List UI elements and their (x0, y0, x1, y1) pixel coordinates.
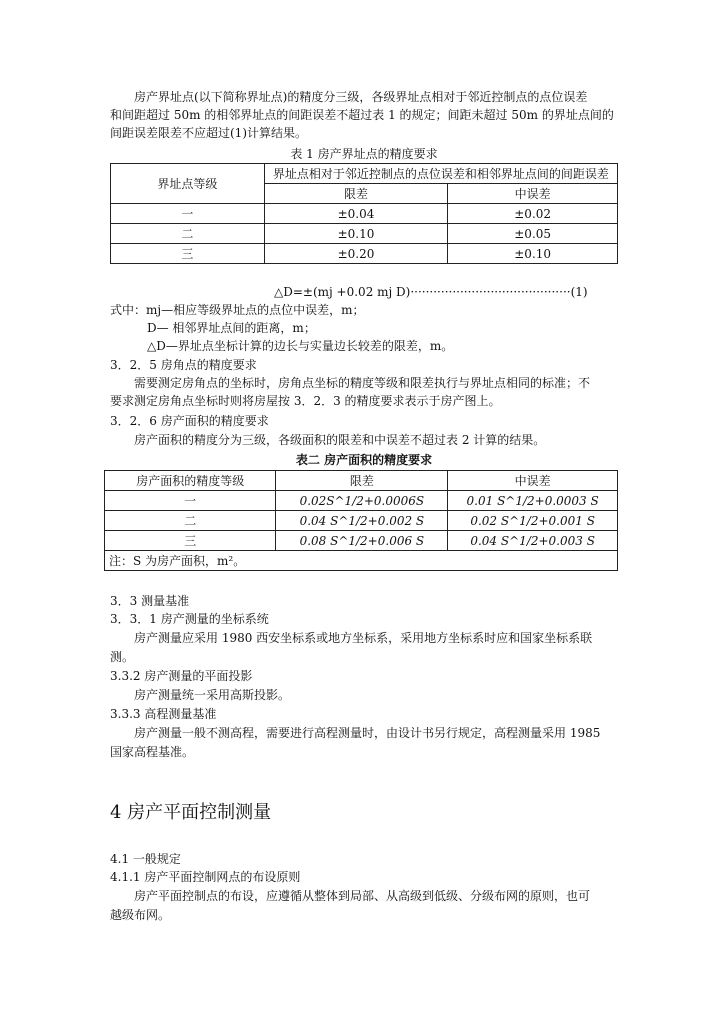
where-line-1: 式中：mj—相应等级界址点的点位中误差，m； (110, 303, 365, 317)
intro-line-2: 和间距超过 50m 的相邻界址点的间距误差不超过表 1 的规定；间距未超过 50m 的界址点间的 (110, 108, 614, 122)
section-3-3-3-line-2: 国家高程基准。 (110, 745, 195, 759)
table1-cell: ±0.10 (448, 244, 618, 264)
intro-line-1: 房产界址点(以下简称界址点)的精度分三级，各级界址点相对于邻近控制点的点位误差 (134, 90, 588, 104)
table1-cell: ±0.02 (448, 204, 618, 224)
where-line-2: D— 相邻界址点间的距离，m； (147, 321, 316, 335)
table1 (110, 163, 618, 264)
table1-header-group: 界址点相对于邻近控制点的点位误差和相邻界址点间的间距误差 (264, 164, 617, 184)
formula: △D=±(mj +0.02 mj D)··········································(1) (274, 285, 588, 299)
table1-cell: ±0.04 (264, 204, 448, 224)
section-3-2-5-line-2: 要求测定房角点坐标时则将房屋按 3．2．3 的精度要求表示于房产图上。 (110, 394, 501, 408)
section-3-3-1-line-2: 测。 (110, 650, 135, 664)
table2-cell: 0.02 S^1/2+0.001 S (448, 511, 618, 531)
section-3-3-3-heading: 3.3.3 高程测量基准 (110, 707, 217, 721)
section-3-3-1-heading: 3．3．1 房产测量的坐标系统 (110, 612, 269, 626)
table2-cell: 0.04 S^1/2+0.002 S (276, 511, 448, 531)
section-3-2-5-heading: 3．2．5 房角点的精度要求 (110, 358, 257, 372)
table2-cell: 0.04 S^1/2+0.003 S (448, 531, 618, 551)
table-row (105, 531, 618, 551)
section-3-3-2-line: 房产测量统一采用高斯投影。 (134, 688, 291, 702)
table1-cell: ±0.10 (264, 224, 448, 244)
table2-cell: 三 (105, 531, 276, 551)
table1-cell: ±0.20 (264, 244, 448, 264)
section-4-1-1-heading: 4.1.1 房产平面控制网点的布设原则 (110, 870, 301, 884)
section-3-3-3-line-1: 房产测量一般不测高程，需要进行高程测量时，由设计书另行规定，高程测量采用 1985 (134, 726, 601, 740)
section-4-1-1-line-2: 越级布网。 (110, 908, 171, 922)
table2 (104, 470, 618, 571)
table2-header-mse: 中误差 (448, 471, 618, 491)
table2-note: 注：S 为房产面积，m²。 (105, 551, 618, 571)
table2-caption: 表二 房产面积的精度要求 (295, 453, 433, 467)
table2-cell: 0.02S^1/2+0.0006S (276, 491, 448, 511)
intro-line-3: 间距误差限差不应超过(1)计算结果。 (110, 126, 307, 140)
section-3-3-heading: 3．3 测量基准 (110, 594, 190, 608)
section-3-2-5-line-1: 需要测定房角点的坐标时，房角点坐标的精度等级和限差执行与界址点相同的标准；不 (134, 376, 591, 390)
section-4-1-heading: 4.1 一般规定 (110, 852, 181, 866)
table2-cell: 二 (105, 511, 276, 531)
table2-cell: 0.01 S^1/2+0.0003 S (448, 491, 618, 511)
table-row (111, 224, 618, 244)
table1-header-mse: 中误差 (448, 184, 618, 204)
table2-header-level: 房产面积的精度等级 (105, 471, 276, 491)
table-row (111, 244, 618, 264)
section-4-1-1-line-1: 房产平面控制点的布设，应遵循从整体到局部、从高级到低级、分级布网的原则，也可 (134, 889, 591, 903)
table2-cell: 一 (105, 491, 276, 511)
table2-header-limit: 限差 (276, 471, 448, 491)
section-3-2-6-heading: 3．2．6 房产面积的精度要求 (110, 414, 269, 428)
section-3-3-1-line-1: 房产测量应采用 1980 西安坐标系或地方坐标系，采用地方坐标系时应和国家坐标系联 (134, 631, 593, 645)
table1-header-level: 界址点等级 (111, 164, 265, 204)
table1-header-limit: 限差 (264, 184, 448, 204)
table-row (105, 491, 618, 511)
table1-caption: 表 1 房产界址点的精度要求 (290, 147, 438, 161)
table1-cell: 三 (111, 244, 265, 264)
chapter-4-title: 4 房产平面控制测量 (110, 802, 272, 823)
where-line-3: △D—界址点坐标计算的边长与实量边长较差的限差，m。 (147, 339, 454, 353)
table1-cell: 二 (111, 224, 265, 244)
table1-cell: ±0.05 (448, 224, 618, 244)
section-3-2-6-line: 房产面积的精度分为三级，各级面积的限差和中误差不超过表 2 计算的结果。 (134, 433, 546, 447)
table2-cell: 0.08 S^1/2+0.006 S (276, 531, 448, 551)
table1-cell: 一 (111, 204, 265, 224)
table-row (105, 551, 618, 571)
section-3-3-2-heading: 3.3.2 房产测量的平面投影 (110, 669, 253, 683)
table-row (111, 204, 618, 224)
table-row (105, 511, 618, 531)
